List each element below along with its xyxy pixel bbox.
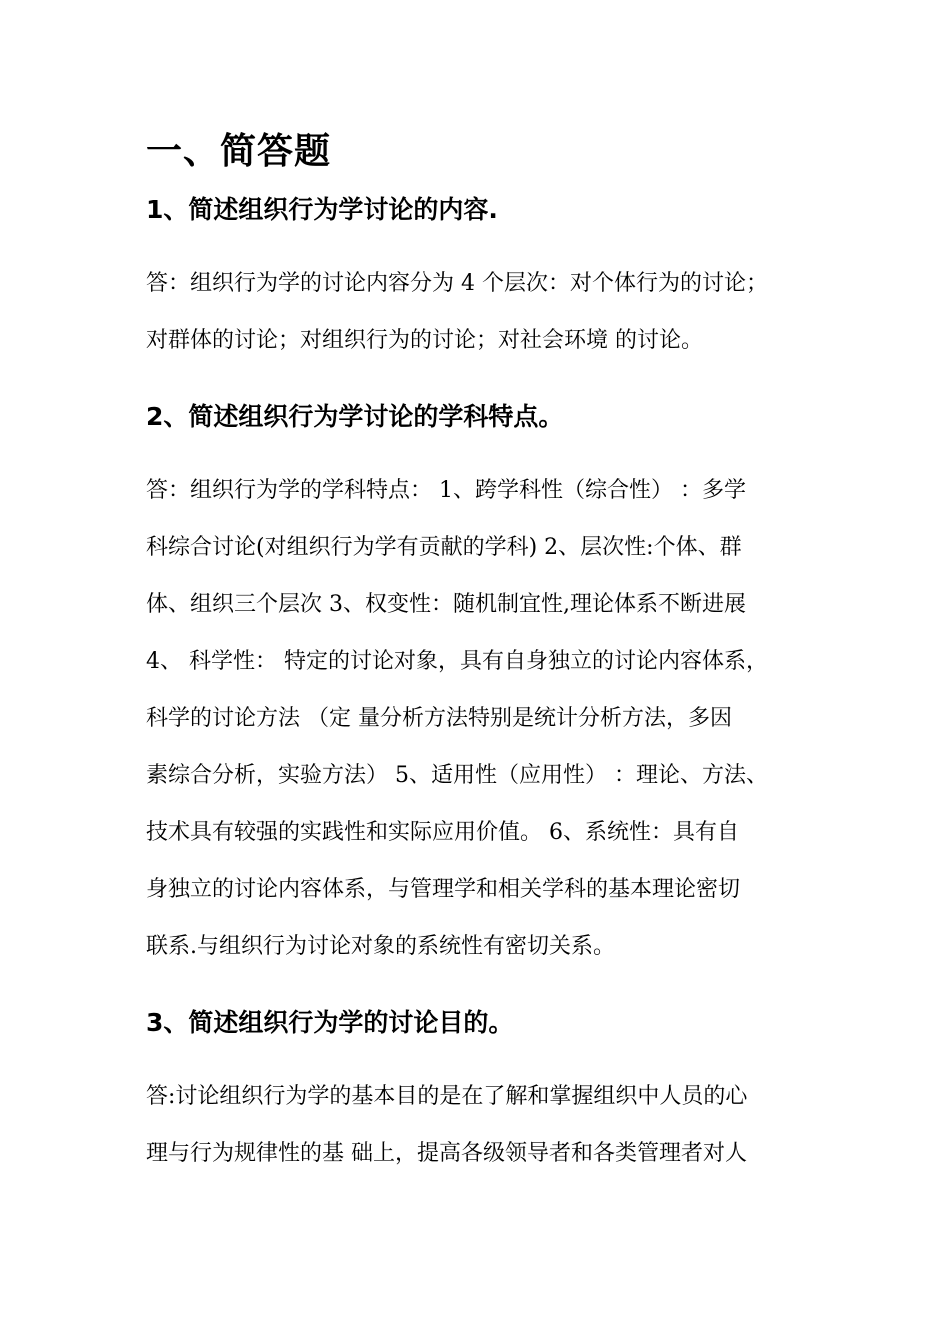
answer-line: 联系.与组织行为讨论对象的系统性有密切关系。 [146,934,615,959]
section-1 [146,190,826,369]
document-content [146,124,826,1210]
answer-line: 答：组织行为学的讨论内容分为 4 个层次：对个体行为的讨论； [146,271,768,296]
answer-line: 科学的讨论方法 （定 量分析方法特别是统计分析方法，多因 [146,706,732,731]
section-2 [146,397,826,975]
question-heading: 3、简述组织行为学的讨论目的。 [146,1008,514,1037]
answer-line: 4、 科学性： 特定的讨论对象，具有自身独立的讨论内容体系， [146,649,768,674]
answer-text [146,255,826,369]
answer-line: 体、组织三个层次 3、权变性：随机制宜性,理论体系不断进展 [146,592,746,617]
answer-line: 技术具有较强的实践性和实际应用价值。 6、系统性：具有自 [146,820,739,845]
document-heading: 一、简答题 [146,131,332,172]
answer-line: 答:讨论组织行为学的基本目的是在了解和掌握组织中人员的心 [146,1084,748,1109]
section-3 [146,1003,826,1182]
answer-line: 对群体的讨论；对组织行为的讨论；对社会环境 的讨论。 [146,328,703,353]
answer-line: 答：组织行为学的学科特点： 1、跨学科性（综合性） ：多学 [146,478,746,503]
answer-line: 素综合分析，实验方法） 5、适用性（应用性） ：理论、方法、 [146,763,768,788]
answer-text [146,462,826,975]
question-heading: 2、简述组织行为学讨论的学科特点。 [146,402,564,431]
answer-line: 理与行为规律性的基 础上，提高各级领导者和各类管理者对人 [146,1141,747,1166]
answer-line: 身独立的讨论内容体系，与管理学和相关学科的基本理论密切 [146,877,741,902]
answer-text [146,1068,826,1182]
question-heading: 1、简述组织行为学讨论的内容. [146,195,498,224]
answer-line: 科综合讨论(对组织行为学有贡献的学科) 2、层次性:个体、群 [146,535,742,560]
